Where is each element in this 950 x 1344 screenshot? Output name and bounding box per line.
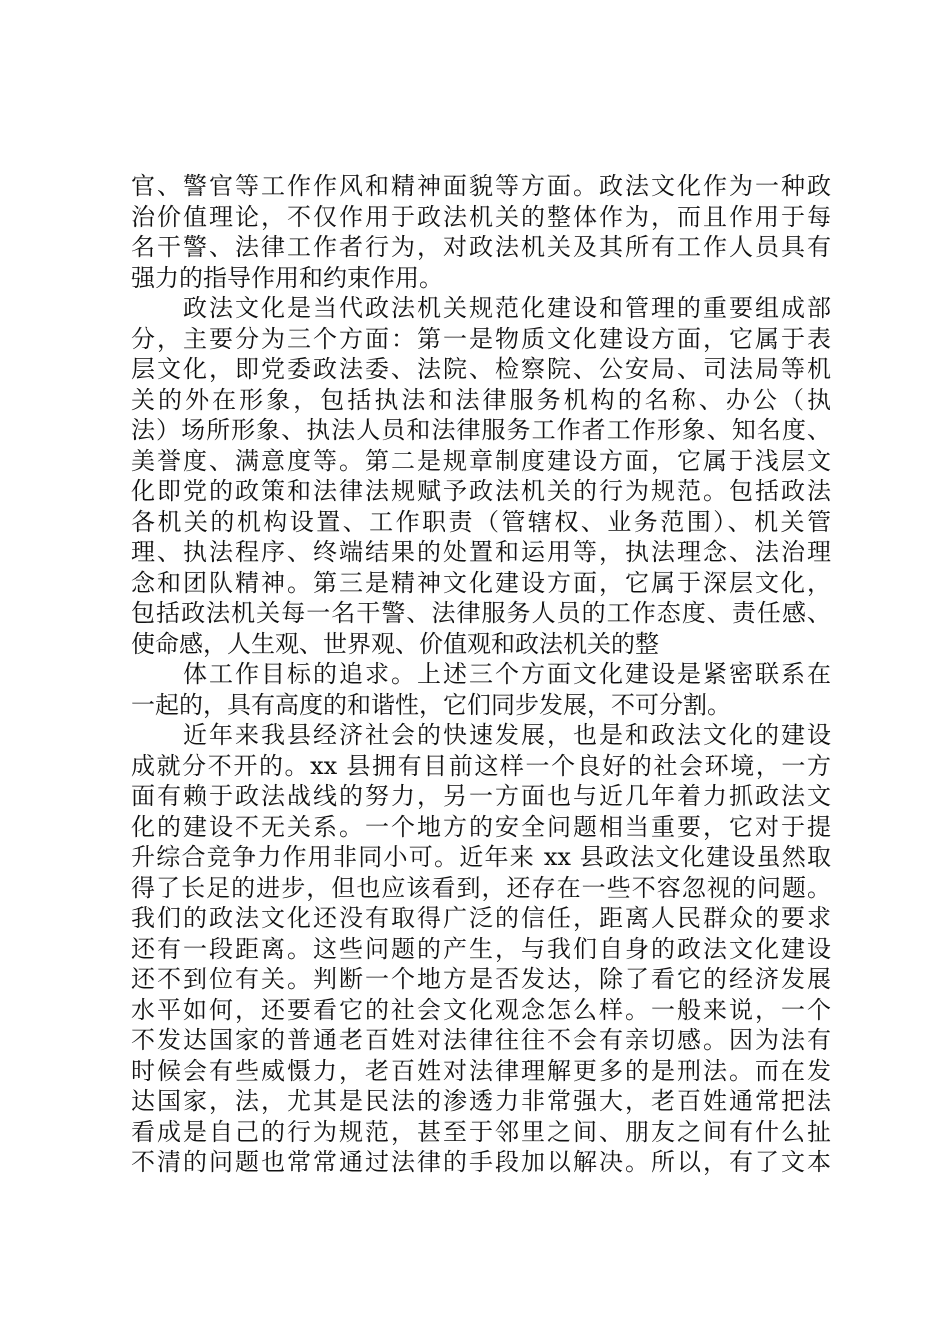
text-line: 官、警官等工作作风和精神面貌等方面。政法文化作为一种政 <box>131 172 831 200</box>
document-body <box>131 171 831 1178</box>
paragraph-2 <box>131 293 831 659</box>
text-line: 看成是自己的行为规范，甚至于邻里之间、朋友之间有什么扯 <box>131 1117 831 1146</box>
text-line: 得了长足的进步，但也应该看到，还存在一些不容忽视的问题。 <box>131 873 831 902</box>
text-line: 分，主要分为三个方面：第一是物质文化建设方面，它属于表 <box>131 324 831 353</box>
text-line: 关的外在形象，包括执法和法律服务机构的名称、办公（执 <box>131 385 831 414</box>
text-line: 各机关的机构设置、工作职责（管辖权、业务范围）、机关管 <box>131 507 831 536</box>
text-line: 达国家，法，尤其是民法的渗透力非常强大，老百姓通常把法 <box>131 1087 831 1115</box>
text-line: 政法文化是当代政法机关规范化建设和管理的重要组成部 <box>183 294 831 322</box>
text-line: 念和团队精神。第三是精神文化建设方面，它属于深层文化， <box>131 568 831 597</box>
text-line: 不清的问题也常常通过法律的手段加以解决。所以，有了文本 <box>131 1148 831 1176</box>
paragraph-4 <box>131 720 831 1178</box>
text-line: 包括政法机关每一名干警、法律服务人员的工作态度、责任感、 <box>131 599 831 627</box>
text-line: 强力的指导作用和约束作用。 <box>131 263 443 292</box>
text-line: 成就分不开的。xx 县拥有目前这样一个良好的社会环境，一方 <box>131 751 831 780</box>
paragraph-3 <box>131 659 831 720</box>
text-line: 我们的政法文化还没有取得广泛的信任，距离人民群众的要求 <box>131 904 831 932</box>
text-line: 一起的，具有高度的和谐性，它们同步发展，不可分割。 <box>131 690 731 719</box>
text-line: 层文化，即党委政法委、法院、检察院、公安局、司法局等机 <box>131 355 831 383</box>
text-line: 体工作目标的追求。上述三个方面文化建设是紧密联系在 <box>183 660 831 688</box>
text-line: 名干警、法律工作者行为，对政法机关及其所有工作人员具有 <box>131 233 831 261</box>
text-line: 法）场所形象、执法人员和法律服务工作者工作形象、知名度、 <box>131 416 831 444</box>
text-line: 美誉度、满意度等。第二是规章制度建设方面，它属于浅层文 <box>131 446 831 475</box>
text-line: 使命感，人生观、世界观、价值观和政法机关的整 <box>131 629 659 658</box>
text-line: 还不到位有关。判断一个地方是否发达，除了看它的经济发展 <box>131 965 831 993</box>
paragraph-1 <box>131 171 831 293</box>
text-line: 时候会有些威慑力，老百姓对法律理解更多的是刑法。而在发 <box>131 1056 831 1085</box>
text-line: 化的建设不无关系。一个地方的安全问题相当重要，它对于提 <box>131 812 831 841</box>
text-line: 水平如何，还要看它的社会文化观念怎么样。一般来说，一个 <box>131 995 831 1024</box>
text-line: 近年来我县经济社会的快速发展，也是和政法文化的建设 <box>183 721 831 749</box>
text-line: 治价值理论，不仅作用于政法机关的整体作为，而且作用于每 <box>131 202 831 231</box>
text-line: 理、执法程序、终端结果的处置和运用等，执法理念、法治理 <box>131 538 831 566</box>
text-line: 升综合竞争力作用非同小可。近年来 xx 县政法文化建设虽然取 <box>131 843 831 871</box>
text-line: 还有一段距离。这些问题的产生，与我们自身的政法文化建设 <box>131 934 831 963</box>
text-line: 化即党的政策和法律法规赋予政法机关的行为规范。包括政法 <box>131 477 831 505</box>
text-line: 面有赖于政法战线的努力，另一方面也与近几年着力抓政法文 <box>131 782 831 810</box>
text-line: 不发达国家的普通老百姓对法律往往不会有亲切感。因为法有 <box>131 1026 831 1054</box>
